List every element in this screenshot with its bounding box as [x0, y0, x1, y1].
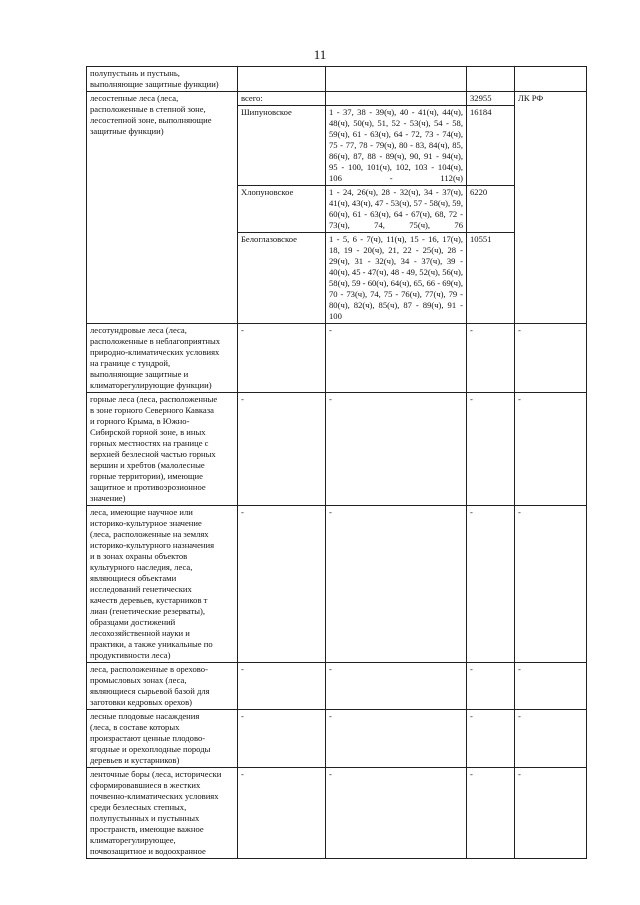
category-cell: леса, имеющие научное или историко-культурное значение (леса, расположенные на землях историко-культурного назначения и в зонах охраны объектов культурного наследия, леса, являющиеся объектами исследований генетических качеств деревьев, кустарников т лиан (генетические резерваты), образцами достижений лесохозяйственной науки и практики, а также уникальные по продуктивности леса): [87, 506, 238, 663]
area-cell: 32955: [467, 92, 515, 106]
area-cell: -: [467, 663, 515, 710]
category-cell: лесостепные леса (леса, расположенные в степной зоне, лесостепной зоне, выполняющие защитные функции): [87, 92, 238, 324]
area-cell: -: [467, 506, 515, 663]
quarters-cell: -: [326, 710, 467, 768]
area-cell: -: [467, 768, 515, 859]
basis-cell: -: [515, 393, 587, 506]
basis-cell: -: [515, 663, 587, 710]
forestry-cell: Хлопуновское: [238, 186, 326, 233]
forestry-cell: всего:: [238, 92, 326, 106]
page-number: 11: [313, 47, 327, 62]
area-cell: 16184: [467, 106, 515, 186]
forestry-cell: Шипуновское: [238, 106, 326, 186]
quarters-cell: -: [326, 768, 467, 859]
basis-cell: [515, 67, 587, 92]
basis-cell: -: [515, 710, 587, 768]
basis-cell: -: [515, 506, 587, 663]
category-cell: лесотундровые леса (леса, расположенные в неблагоприятных природно-климатических условиях на границе с тундрой, выполняющие защитные и климаторегулирующие функции): [87, 324, 238, 393]
forestry-cell: -: [238, 768, 326, 859]
forestry-cell: -: [238, 710, 326, 768]
area-cell: -: [467, 393, 515, 506]
area-cell: 10551: [467, 233, 515, 324]
table-row: [87, 67, 587, 92]
category-cell: горные леса (леса, расположенные в зоне горного Северного Кавказа и горного Крыма, в Южно- Сибирской горной зоне, в иных горных местностях на границе с верхней безлесной частью горных вершин и хребтов (малолесные горные территории), имеющие защитное и противоэрозионное значение): [87, 393, 238, 506]
quarters-cell: -: [326, 324, 467, 393]
forestry-cell: [238, 67, 326, 92]
category-cell: леса, расположенные в орехово- промысловых зонах (леса, являющиеся сырьевой базой для заготовки кедровых орехов): [87, 663, 238, 710]
category-cell: ленточные боры (леса, исторически сформировавшиеся в жестких почвенно-климатических условиях среди безлесных степных, полупустынных и пустынных пространств, имеющие важное климаторегулирующее, почвозащитное и водоохранное: [87, 768, 238, 859]
quarters-cell: 1 - 37, 38 - 39(ч), 40 - 41(ч), 44(ч), 48(ч), 50(ч), 51, 52 - 53(ч), 54 - 58, 59(ч), 61 - 63(ч), 64 - 72, 73 - 74(ч), 75 - 77, 78 - 79(ч), 80 - 83, 84(ч), 85, 86(ч), 87, 88 - 89(ч), 90, 91 - 94(ч), 95 - 100, 101(ч), 102, 103 - 104(ч), 106 - 112(ч): [326, 106, 467, 186]
quarters-cell: [326, 92, 467, 106]
quarters-cell: 1 - 5, 6 - 7(ч), 11(ч), 15 - 16, 17(ч), 18, 19 - 20(ч), 21, 22 - 25(ч), 28 - 29(ч), 31 - 32(ч), 34 - 37(ч), 39 - 40(ч), 45 - 47(ч), 48 - 49, 52(ч), 56(ч), 58(ч), 59 - 60(ч), 64(ч), 65, 66 - 69(ч), 70 - 73(ч), 74, 75 - 76(ч), 77(ч), 79 - 80(ч), 82(ч), 85(ч), 87 - 89(ч), 91 - 100: [326, 233, 467, 324]
category-cell: полупустынь и пустынь, выполняющие защитные функции): [87, 67, 238, 92]
forestry-cell: -: [238, 393, 326, 506]
basis-cell: ЛК РФ: [515, 92, 587, 324]
area-cell: 6220: [467, 186, 515, 233]
area-cell: [467, 67, 515, 92]
area-cell: -: [467, 710, 515, 768]
quarters-cell: -: [326, 663, 467, 710]
quarters-cell: -: [326, 393, 467, 506]
table-row: [87, 393, 587, 506]
table-row: [87, 324, 587, 393]
table-row: [87, 92, 587, 106]
category-cell: лесные плодовые насаждения (леса, в составе которых произрастают ценные плодово- ягодные и орехоплодные породы деревьев и кустарников): [87, 710, 238, 768]
basis-cell: -: [515, 768, 587, 859]
forestry-cell: -: [238, 663, 326, 710]
basis-cell: -: [515, 324, 587, 393]
forest-category-table: [86, 66, 587, 859]
table-row: [87, 768, 587, 859]
quarters-cell: 1 - 24, 26(ч), 28 - 32(ч), 34 - 37(ч), 41(ч), 43(ч), 47 - 53(ч), 57 - 58(ч), 59, 60(ч), 61 - 63(ч), 64 - 67(ч), 68, 72 - 73(ч), 74, 75(ч), 76: [326, 186, 467, 233]
table-row: [87, 710, 587, 768]
quarters-cell: -: [326, 506, 467, 663]
table-row: [87, 506, 587, 663]
forestry-cell: -: [238, 506, 326, 663]
area-cell: -: [467, 324, 515, 393]
table-row: [87, 663, 587, 710]
forestry-cell: -: [238, 324, 326, 393]
quarters-cell: [326, 67, 467, 92]
forestry-cell: Белоглазовское: [238, 233, 326, 324]
